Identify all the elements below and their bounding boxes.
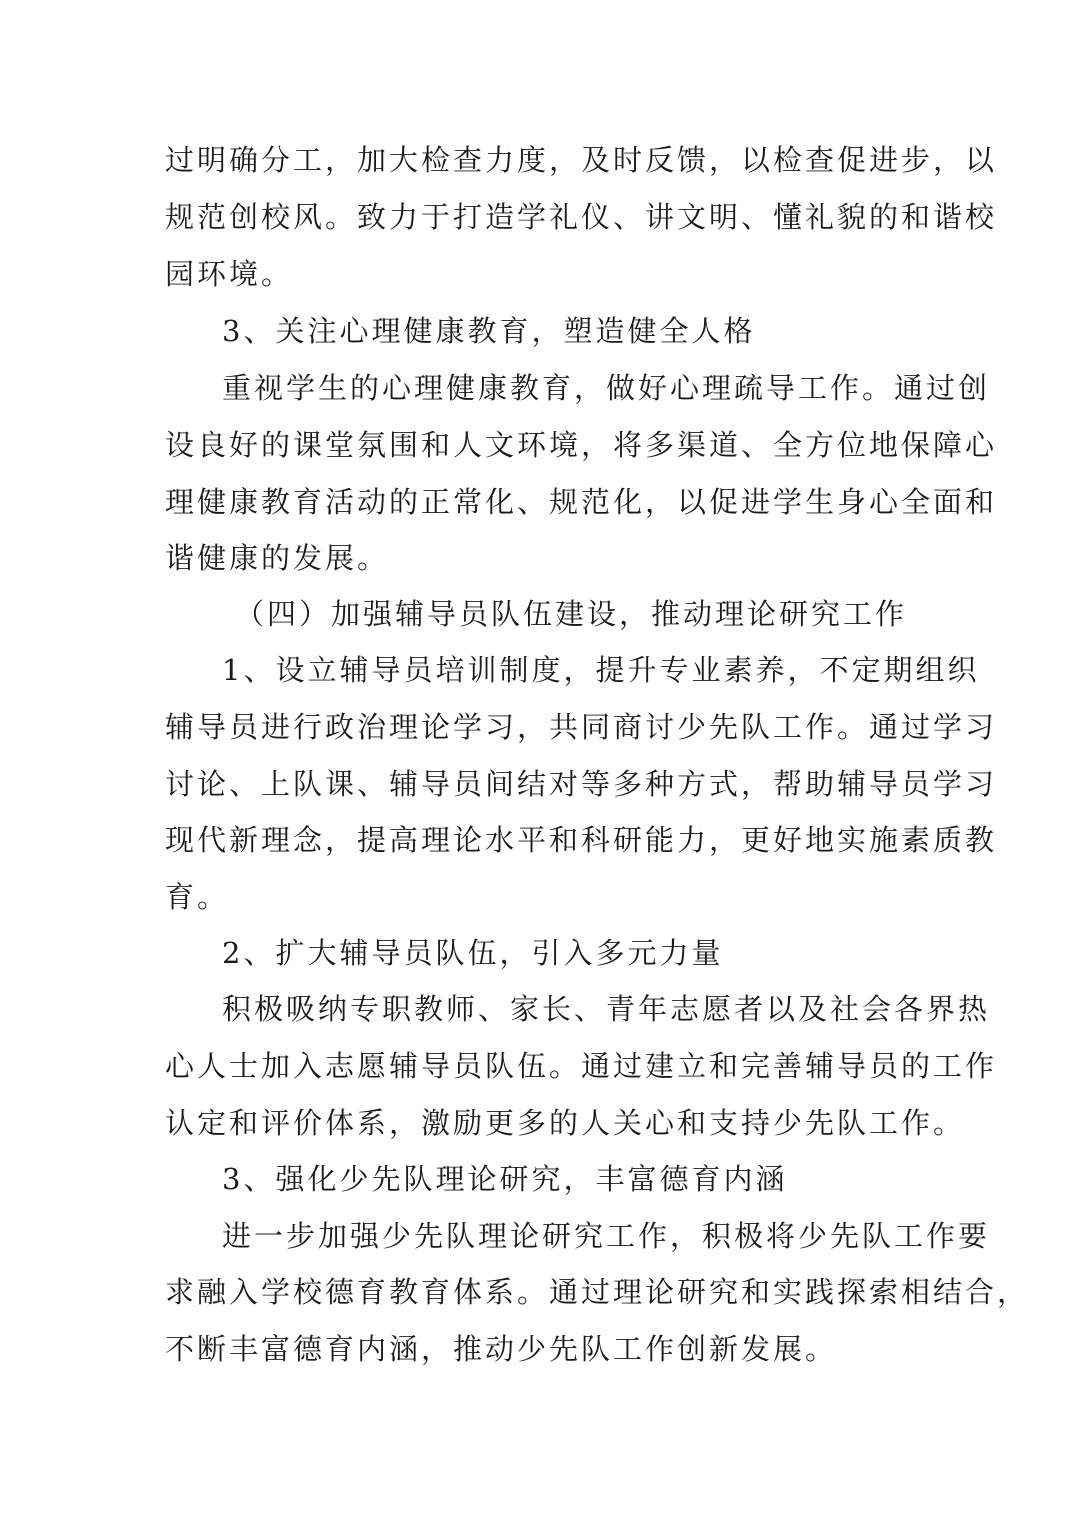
text-line: 求融入学校德育教育体系。通过理论研究和实践探索相结合， bbox=[165, 1275, 1030, 1309]
section-heading: 3、关注心理健康教育，塑造健全人格 bbox=[222, 314, 756, 348]
text-line: 辅导员进行政治理论学习，共同商讨少先队工作。通过学习 bbox=[165, 710, 998, 744]
text-line: 现代新理念，提高理论水平和科研能力，更好地实施素质教 bbox=[165, 823, 998, 857]
section-heading: 3、强化少先队理论研究，丰富德育内涵 bbox=[222, 1162, 788, 1196]
text-line: 讨论、上队课、辅导员间结对等多种方式，帮助辅导员学习 bbox=[165, 767, 998, 801]
text-line: 认定和评价体系，激励更多的人关心和支持少先队工作。 bbox=[165, 1106, 966, 1140]
text-line: 理健康教育活动的正常化、规范化，以促进学生身心全面和 bbox=[165, 485, 998, 519]
text-line: 设良好的课堂氛围和人文环境，将多渠道、全方位地保障心 bbox=[165, 428, 998, 462]
text-line: 进一步加强少先队理论研究工作，积极将少先队工作要 bbox=[222, 1219, 991, 1253]
section-heading: 2、扩大辅导员队伍，引入多元力量 bbox=[222, 936, 724, 970]
text-line: 心人士加入志愿辅导员队伍。通过建立和完善辅导员的工作 bbox=[165, 1049, 998, 1083]
text-line: 园环境。 bbox=[165, 257, 294, 291]
text-line: 规范创校风。致力于打造学礼仪、讲文明、懂礼貌的和谐校 bbox=[165, 200, 998, 234]
text-line: 积极吸纳专职教师、家长、青年志愿者以及社会各界热 bbox=[222, 992, 991, 1026]
text-line: 不断丰富德育内涵，推动少先队工作创新发展。 bbox=[165, 1332, 838, 1366]
text-line: 育。 bbox=[165, 880, 230, 914]
chapter-heading: （四）加强辅导员队伍建设，推动理论研究工作 bbox=[235, 597, 908, 631]
text-line: 重视学生的心理健康教育，做好心理疏导工作。通过创 bbox=[222, 371, 991, 405]
text-line: 谐健康的发展。 bbox=[165, 541, 390, 575]
section-heading: 1、设立辅导员培训制度，提升专业素养，不定期组织 bbox=[222, 653, 980, 687]
text-line: 过明确分工，加大检查力度，及时反馈，以检查促进步，以 bbox=[165, 143, 998, 177]
